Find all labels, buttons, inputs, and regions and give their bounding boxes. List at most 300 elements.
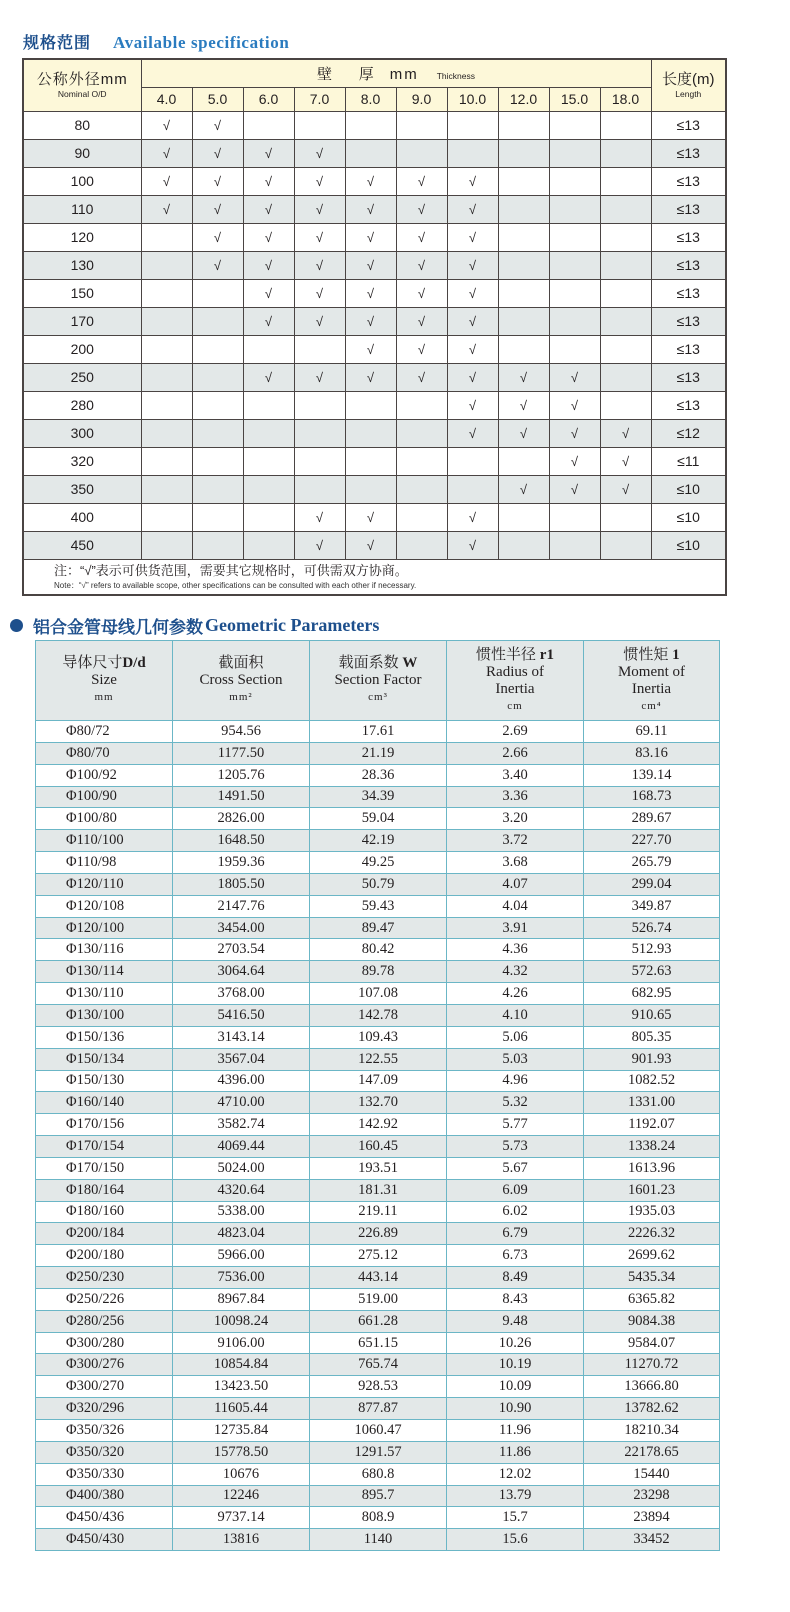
empty-cell [549, 223, 600, 251]
radius-cell: 9.48 [447, 1310, 584, 1332]
empty-cell [600, 531, 651, 559]
cross-section-cell: 8967.84 [173, 1288, 310, 1310]
empty-cell [498, 223, 549, 251]
length-cell: ≤13 [651, 195, 726, 223]
cross-section-cell: 5416.50 [173, 1004, 310, 1026]
size-cell: Φ130/100 [36, 1004, 173, 1026]
od-cell: 320 [23, 447, 141, 475]
check-mark-icon: √ [447, 391, 498, 419]
geo-row [36, 1223, 720, 1245]
od-cell: 450 [23, 531, 141, 559]
moment-cell: 23298 [584, 1485, 720, 1507]
section-factor-cell: 59.43 [310, 895, 447, 917]
section-factor-cell: 122.55 [310, 1048, 447, 1070]
radius-cell: 15.6 [447, 1529, 584, 1551]
empty-cell [345, 391, 396, 419]
check-mark-icon: √ [600, 475, 651, 503]
geo-row [36, 1420, 720, 1442]
empty-cell [549, 167, 600, 195]
spec-row [23, 139, 726, 167]
length-cell: ≤13 [651, 335, 726, 363]
geo-col-header: 导体尺寸D/d Size mm [36, 641, 173, 721]
empty-cell [396, 503, 447, 531]
od-cell: 250 [23, 363, 141, 391]
section-factor-cell: 1291.57 [310, 1441, 447, 1463]
geo-section-title [10, 612, 379, 638]
moment-cell: 168.73 [584, 786, 720, 808]
size-cell: Φ280/256 [36, 1310, 173, 1332]
spec-table-body [23, 111, 726, 559]
geo-row [36, 1376, 720, 1398]
geo-row [36, 1157, 720, 1179]
cross-section-cell: 3768.00 [173, 983, 310, 1005]
geo-table-body [36, 721, 720, 1551]
section-factor-cell: 28.36 [310, 764, 447, 786]
size-cell: Φ150/134 [36, 1048, 173, 1070]
section-factor-cell: 34.39 [310, 786, 447, 808]
moment-cell: 9084.38 [584, 1310, 720, 1332]
size-cell: Φ300/270 [36, 1376, 173, 1398]
length-cell: ≤13 [651, 111, 726, 139]
section-factor-cell: 142.78 [310, 1004, 447, 1026]
check-mark-icon: √ [141, 195, 192, 223]
header-thickness: 壁 厚 mm Thickness [141, 59, 651, 87]
size-cell: Φ110/98 [36, 852, 173, 874]
size-cell: Φ150/136 [36, 1026, 173, 1048]
empty-cell [600, 279, 651, 307]
section-factor-cell: 275.12 [310, 1245, 447, 1267]
spec-title-en: Available specification [113, 33, 290, 52]
check-mark-icon: √ [294, 307, 345, 335]
moment-cell: 15440 [584, 1463, 720, 1485]
length-cell: ≤10 [651, 503, 726, 531]
check-mark-icon: √ [243, 307, 294, 335]
empty-cell [600, 167, 651, 195]
radius-cell: 3.20 [447, 808, 584, 830]
empty-cell [141, 335, 192, 363]
moment-cell: 5435.34 [584, 1267, 720, 1289]
cross-section-cell: 2147.76 [173, 895, 310, 917]
cross-section-cell: 3582.74 [173, 1114, 310, 1136]
empty-cell [600, 195, 651, 223]
od-cell: 110 [23, 195, 141, 223]
check-mark-icon: √ [294, 363, 345, 391]
cross-section-cell: 13816 [173, 1529, 310, 1551]
check-mark-icon: √ [498, 391, 549, 419]
section-factor-cell: 895.7 [310, 1485, 447, 1507]
cross-section-cell: 5966.00 [173, 1245, 310, 1267]
cross-section-cell: 4069.44 [173, 1136, 310, 1158]
section-factor-cell: 42.19 [310, 830, 447, 852]
geo-row [36, 1398, 720, 1420]
od-cell: 300 [23, 419, 141, 447]
od-cell: 400 [23, 503, 141, 531]
empty-cell [396, 475, 447, 503]
length-cell: ≤13 [651, 307, 726, 335]
moment-cell: 901.93 [584, 1048, 720, 1070]
moment-cell: 526.74 [584, 917, 720, 939]
section-factor-cell: 160.45 [310, 1136, 447, 1158]
check-mark-icon: √ [447, 363, 498, 391]
size-cell: Φ180/160 [36, 1201, 173, 1223]
size-cell: Φ350/320 [36, 1441, 173, 1463]
check-mark-icon: √ [447, 419, 498, 447]
moment-cell: 13782.62 [584, 1398, 720, 1420]
size-cell: Φ120/100 [36, 917, 173, 939]
moment-cell: 1601.23 [584, 1179, 720, 1201]
section-factor-cell: 21.19 [310, 742, 447, 764]
check-mark-icon: √ [396, 195, 447, 223]
spec-row [23, 503, 726, 531]
geo-row [36, 917, 720, 939]
empty-cell [447, 447, 498, 475]
length-cell: ≤13 [651, 251, 726, 279]
radius-cell: 15.7 [447, 1507, 584, 1529]
geo-row [36, 873, 720, 895]
cross-section-cell: 3567.04 [173, 1048, 310, 1070]
empty-cell [396, 391, 447, 419]
geo-row [36, 1179, 720, 1201]
empty-cell [192, 279, 243, 307]
geo-row [36, 895, 720, 917]
check-mark-icon: √ [243, 363, 294, 391]
geo-row [36, 1070, 720, 1092]
geo-row [36, 961, 720, 983]
empty-cell [600, 223, 651, 251]
empty-cell [600, 251, 651, 279]
spec-row [23, 307, 726, 335]
header-nominal-od: 公称外径mm Nominal O/D [23, 59, 141, 111]
empty-cell [141, 307, 192, 335]
empty-cell [345, 475, 396, 503]
cross-section-cell: 9106.00 [173, 1332, 310, 1354]
moment-cell: 2226.32 [584, 1223, 720, 1245]
size-cell: Φ160/140 [36, 1092, 173, 1114]
empty-cell [192, 503, 243, 531]
check-mark-icon: √ [396, 167, 447, 195]
radius-cell: 4.32 [447, 961, 584, 983]
section-factor-cell: 109.43 [310, 1026, 447, 1048]
geo-row [36, 1245, 720, 1267]
check-mark-icon: √ [294, 503, 345, 531]
size-cell: Φ200/184 [36, 1223, 173, 1245]
spec-row [23, 279, 726, 307]
geo-row [36, 1310, 720, 1332]
radius-cell: 4.10 [447, 1004, 584, 1026]
empty-cell [294, 419, 345, 447]
empty-cell [549, 335, 600, 363]
length-cell: ≤13 [651, 391, 726, 419]
check-mark-icon: √ [345, 251, 396, 279]
check-mark-icon: √ [549, 475, 600, 503]
cross-section-cell: 10854.84 [173, 1354, 310, 1376]
moment-cell: 139.14 [584, 764, 720, 786]
empty-cell [345, 111, 396, 139]
spec-row [23, 223, 726, 251]
moment-cell: 227.70 [584, 830, 720, 852]
header-length: 长度(m) Length [651, 59, 726, 111]
cross-section-cell: 2703.54 [173, 939, 310, 961]
section-factor-cell: 80.42 [310, 939, 447, 961]
size-cell: Φ400/380 [36, 1485, 173, 1507]
empty-cell [345, 139, 396, 167]
moment-cell: 18210.34 [584, 1420, 720, 1442]
cross-section-cell: 12246 [173, 1485, 310, 1507]
section-factor-cell: 59.04 [310, 808, 447, 830]
od-cell: 350 [23, 475, 141, 503]
empty-cell [498, 503, 549, 531]
empty-cell [141, 531, 192, 559]
geo-row [36, 742, 720, 764]
geo-row [36, 1507, 720, 1529]
cross-section-cell: 4320.64 [173, 1179, 310, 1201]
od-cell: 80 [23, 111, 141, 139]
check-mark-icon: √ [345, 279, 396, 307]
radius-cell: 5.67 [447, 1157, 584, 1179]
empty-cell [294, 111, 345, 139]
section-factor-cell: 147.09 [310, 1070, 447, 1092]
empty-cell [600, 335, 651, 363]
check-mark-icon: √ [294, 195, 345, 223]
radius-cell: 8.49 [447, 1267, 584, 1289]
length-cell: ≤12 [651, 419, 726, 447]
cross-section-cell: 4823.04 [173, 1223, 310, 1245]
check-mark-icon: √ [294, 139, 345, 167]
section-factor-cell: 661.28 [310, 1310, 447, 1332]
empty-cell [498, 251, 549, 279]
od-cell: 90 [23, 139, 141, 167]
check-mark-icon: √ [243, 139, 294, 167]
size-cell: Φ120/110 [36, 873, 173, 895]
section-factor-cell: 107.08 [310, 983, 447, 1005]
thickness-col-header: 7.0 [294, 87, 345, 111]
check-mark-icon: √ [243, 195, 294, 223]
radius-cell: 5.03 [447, 1048, 584, 1070]
check-mark-icon: √ [600, 447, 651, 475]
spec-row [23, 111, 726, 139]
empty-cell [345, 419, 396, 447]
check-mark-icon: √ [549, 419, 600, 447]
size-cell: Φ320/296 [36, 1398, 173, 1420]
radius-cell: 6.73 [447, 1245, 584, 1267]
radius-cell: 4.07 [447, 873, 584, 895]
cross-section-cell: 954.56 [173, 721, 310, 743]
empty-cell [243, 475, 294, 503]
radius-cell: 10.26 [447, 1332, 584, 1354]
geo-title-cn: 铝合金管母线几何参数 [33, 617, 203, 638]
size-cell: Φ250/230 [36, 1267, 173, 1289]
empty-cell [192, 391, 243, 419]
moment-cell: 1082.52 [584, 1070, 720, 1092]
length-cell: ≤11 [651, 447, 726, 475]
empty-cell [141, 447, 192, 475]
empty-cell [600, 139, 651, 167]
spec-row [23, 419, 726, 447]
section-factor-cell: 181.31 [310, 1179, 447, 1201]
check-mark-icon: √ [192, 139, 243, 167]
size-cell: Φ450/430 [36, 1529, 173, 1551]
cross-section-cell: 2826.00 [173, 808, 310, 830]
check-mark-icon: √ [396, 307, 447, 335]
section-factor-cell: 89.78 [310, 961, 447, 983]
empty-cell [549, 279, 600, 307]
check-mark-icon: √ [498, 419, 549, 447]
section-factor-cell: 226.89 [310, 1223, 447, 1245]
geo-row [36, 830, 720, 852]
moment-cell: 9584.07 [584, 1332, 720, 1354]
spec-row [23, 391, 726, 419]
check-mark-icon: √ [243, 167, 294, 195]
empty-cell [498, 139, 549, 167]
size-cell: Φ170/150 [36, 1157, 173, 1179]
cross-section-cell: 1205.76 [173, 764, 310, 786]
check-mark-icon: √ [345, 167, 396, 195]
geo-row [36, 1136, 720, 1158]
od-cell: 200 [23, 335, 141, 363]
empty-cell [243, 111, 294, 139]
check-mark-icon: √ [141, 167, 192, 195]
thickness-col-header: 10.0 [447, 87, 498, 111]
empty-cell [549, 139, 600, 167]
empty-cell [345, 447, 396, 475]
radius-cell: 6.02 [447, 1201, 584, 1223]
thickness-col-header: 4.0 [141, 87, 192, 111]
check-mark-icon: √ [447, 195, 498, 223]
length-cell: ≤13 [651, 167, 726, 195]
cross-section-cell: 1805.50 [173, 873, 310, 895]
check-mark-icon: √ [396, 279, 447, 307]
moment-cell: 1338.24 [584, 1136, 720, 1158]
thickness-col-header: 9.0 [396, 87, 447, 111]
empty-cell [141, 503, 192, 531]
check-mark-icon: √ [549, 363, 600, 391]
check-mark-icon: √ [294, 279, 345, 307]
geo-row [36, 1004, 720, 1026]
moment-cell: 1613.96 [584, 1157, 720, 1179]
radius-cell: 4.26 [447, 983, 584, 1005]
section-factor-cell: 765.74 [310, 1354, 447, 1376]
spec-row [23, 531, 726, 559]
geo-col-header: 惯性矩 1 Moment of Inertia cm⁴ [584, 641, 720, 721]
empty-cell [600, 111, 651, 139]
check-mark-icon: √ [396, 251, 447, 279]
geo-row [36, 1092, 720, 1114]
cross-section-cell: 10676 [173, 1463, 310, 1485]
empty-cell [141, 475, 192, 503]
geo-title-en: Geometric Parameters [205, 614, 380, 635]
size-cell: Φ180/164 [36, 1179, 173, 1201]
geo-row [36, 1288, 720, 1310]
radius-cell: 11.96 [447, 1420, 584, 1442]
section-factor-cell: 808.9 [310, 1507, 447, 1529]
empty-cell [498, 167, 549, 195]
size-cell: Φ80/70 [36, 742, 173, 764]
cross-section-cell: 9737.14 [173, 1507, 310, 1529]
od-cell: 150 [23, 279, 141, 307]
empty-cell [243, 531, 294, 559]
radius-cell: 5.77 [447, 1114, 584, 1136]
check-mark-icon: √ [345, 363, 396, 391]
geo-row [36, 764, 720, 786]
radius-cell: 5.32 [447, 1092, 584, 1114]
spec-row [23, 167, 726, 195]
section-factor-cell: 49.25 [310, 852, 447, 874]
empty-cell [294, 391, 345, 419]
section-factor-cell: 928.53 [310, 1376, 447, 1398]
check-mark-icon: √ [345, 223, 396, 251]
size-cell: Φ100/90 [36, 786, 173, 808]
empty-cell [498, 195, 549, 223]
section-factor-cell: 1140 [310, 1529, 447, 1551]
empty-cell [141, 251, 192, 279]
cross-section-cell: 3454.00 [173, 917, 310, 939]
geo-row [36, 808, 720, 830]
section-factor-cell: 219.11 [310, 1201, 447, 1223]
spec-table [22, 58, 727, 596]
radius-cell: 5.73 [447, 1136, 584, 1158]
size-cell: Φ350/330 [36, 1463, 173, 1485]
empty-cell [498, 279, 549, 307]
section-factor-cell: 1060.47 [310, 1420, 447, 1442]
check-mark-icon: √ [192, 111, 243, 139]
spec-row [23, 475, 726, 503]
section-factor-cell: 89.47 [310, 917, 447, 939]
moment-cell: 1935.03 [584, 1201, 720, 1223]
cross-section-cell: 7536.00 [173, 1267, 310, 1289]
check-mark-icon: √ [396, 223, 447, 251]
od-cell: 170 [23, 307, 141, 335]
check-mark-icon: √ [192, 195, 243, 223]
size-cell: Φ300/276 [36, 1354, 173, 1376]
check-mark-icon: √ [447, 307, 498, 335]
spec-row [23, 447, 726, 475]
moment-cell: 11270.72 [584, 1354, 720, 1376]
check-mark-icon: √ [498, 475, 549, 503]
empty-cell [243, 447, 294, 475]
length-cell: ≤10 [651, 475, 726, 503]
check-mark-icon: √ [243, 223, 294, 251]
empty-cell [192, 531, 243, 559]
cross-section-cell: 1177.50 [173, 742, 310, 764]
empty-cell [141, 391, 192, 419]
size-cell: Φ450/436 [36, 1507, 173, 1529]
cross-section-cell: 4396.00 [173, 1070, 310, 1092]
empty-cell [243, 419, 294, 447]
moment-cell: 2699.62 [584, 1245, 720, 1267]
check-mark-icon: √ [447, 223, 498, 251]
moment-cell: 23894 [584, 1507, 720, 1529]
check-mark-icon: √ [447, 503, 498, 531]
check-mark-icon: √ [396, 363, 447, 391]
od-cell: 280 [23, 391, 141, 419]
od-cell: 130 [23, 251, 141, 279]
empty-cell [396, 447, 447, 475]
empty-cell [294, 335, 345, 363]
size-cell: Φ100/80 [36, 808, 173, 830]
moment-cell: 512.93 [584, 939, 720, 961]
moment-cell: 265.79 [584, 852, 720, 874]
geo-col-header: 载面系数 W Section Factor cm³ [310, 641, 447, 721]
size-cell: Φ250/226 [36, 1288, 173, 1310]
empty-cell [192, 475, 243, 503]
section-factor-cell: 443.14 [310, 1267, 447, 1289]
geo-row [36, 1441, 720, 1463]
empty-cell [498, 335, 549, 363]
empty-cell [600, 307, 651, 335]
length-cell: ≤13 [651, 363, 726, 391]
empty-cell [600, 391, 651, 419]
empty-cell [192, 447, 243, 475]
